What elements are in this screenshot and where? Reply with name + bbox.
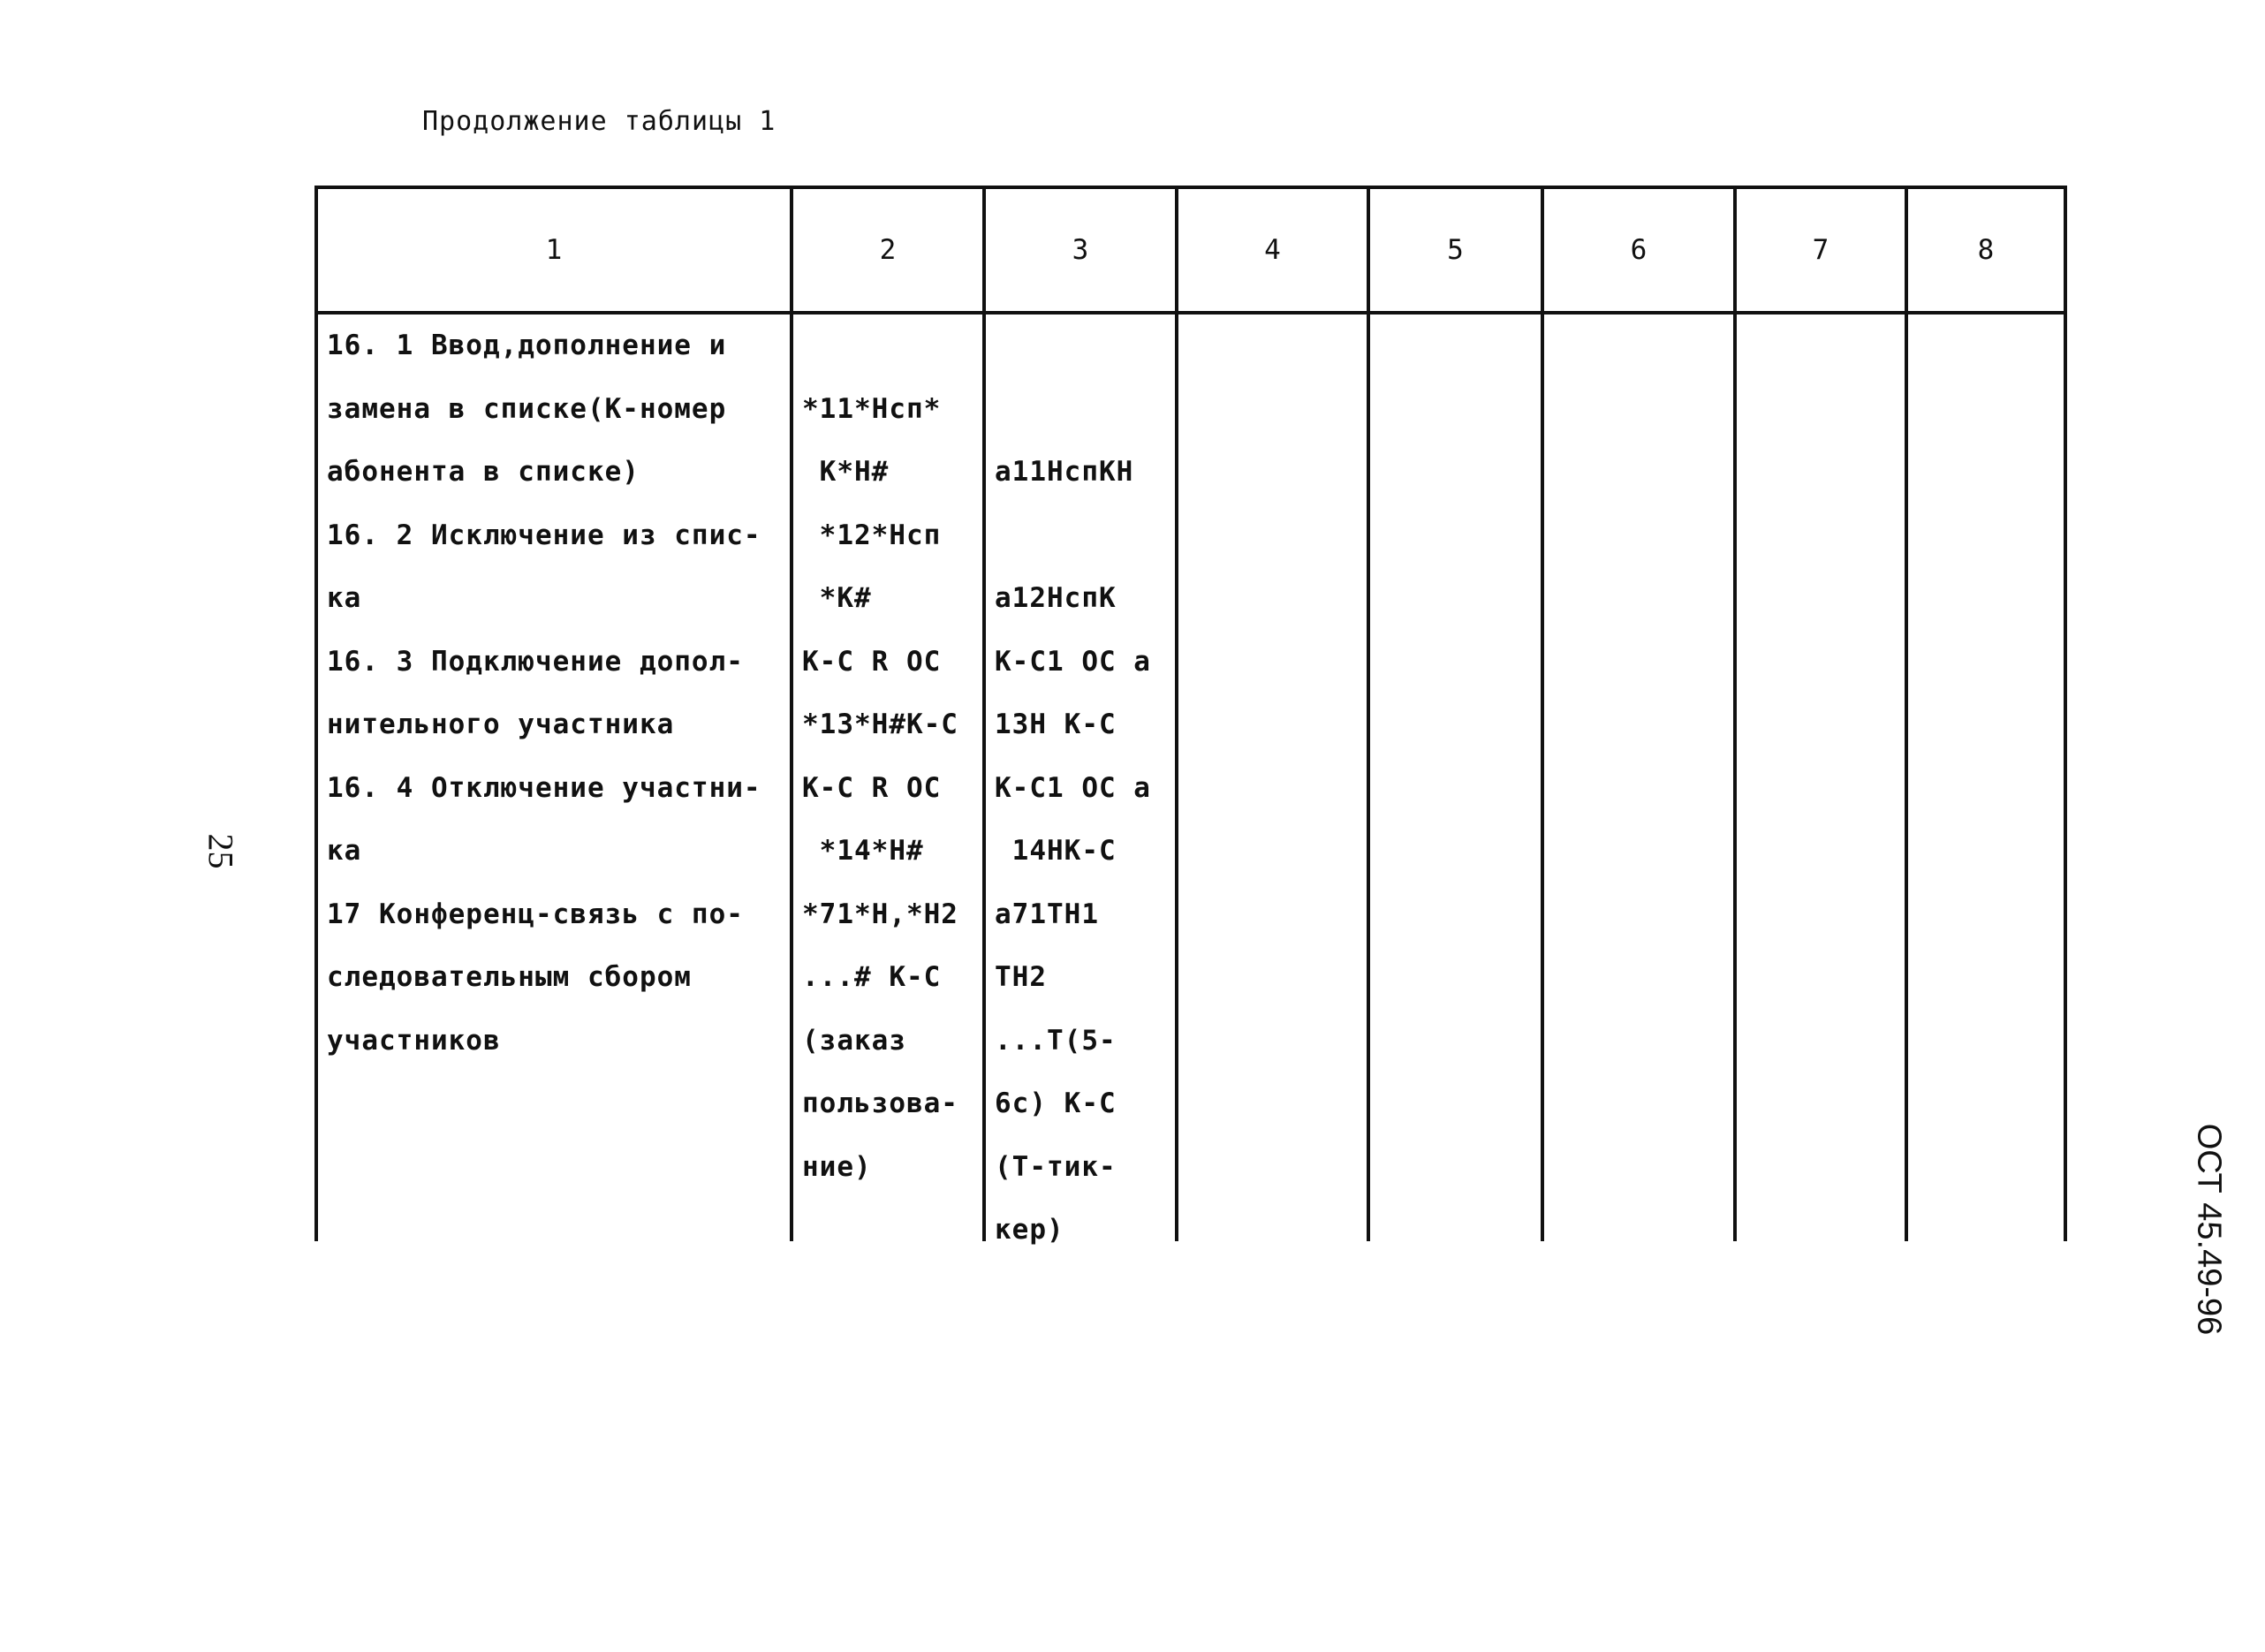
table-row: 16. 4 Отключение участни- xyxy=(327,771,761,804)
table-row: ...Т(5- xyxy=(995,1024,1117,1057)
table-row: *13*Н#К-С xyxy=(802,709,958,740)
column-border xyxy=(2064,186,2067,1241)
table-row: кер) xyxy=(995,1214,1064,1246)
column-header-6: 6 xyxy=(1630,234,1648,266)
table-row: (Т-тик- xyxy=(995,1150,1117,1183)
column-header-4: 4 xyxy=(1264,234,1281,266)
column-1-body xyxy=(327,314,761,1072)
table-row: К-С R ОС xyxy=(802,771,942,804)
table-row: участников xyxy=(327,1024,501,1057)
column-header-2: 2 xyxy=(879,234,897,266)
table-row: абонента в списке) xyxy=(327,456,640,488)
column-header-5: 5 xyxy=(1447,234,1464,266)
table-row: пользова- xyxy=(802,1087,958,1119)
table-row: К*Н# xyxy=(802,456,890,488)
table-row: К-С1 ОС а xyxy=(995,645,1151,678)
column-border xyxy=(790,186,793,1241)
table-row: *К# xyxy=(802,582,872,614)
column-header-7: 7 xyxy=(1812,234,1829,266)
table-row: следовательным сбором xyxy=(327,961,692,993)
column-header-8: 8 xyxy=(1977,234,1995,266)
table-row: а71ТН1 xyxy=(995,898,1099,930)
column-border xyxy=(1175,186,1178,1241)
table-row: 16. 3 Подключение допол- xyxy=(327,645,744,678)
column-header-3: 3 xyxy=(1072,234,1089,266)
table-row: К-С R ОС xyxy=(802,645,942,678)
column-border xyxy=(1905,186,1908,1241)
table-caption: Продолжение таблицы 1 xyxy=(422,106,776,137)
page-number: 25 xyxy=(201,833,241,869)
table-row: 17 Конференц-связь с по- xyxy=(327,898,744,930)
table-row: 16. 2 Исключение из спис- xyxy=(327,519,761,551)
column-header-1: 1 xyxy=(545,234,563,266)
table-row: 13Н К-С xyxy=(995,709,1117,740)
table-row: ка xyxy=(327,835,362,867)
column-border xyxy=(314,186,318,1241)
table-row: ка xyxy=(327,582,362,614)
table-row: *12*Нсп xyxy=(802,519,942,551)
table-row: *11*Нсп* xyxy=(802,392,942,425)
document-code: ОСТ 45.49-96 xyxy=(2190,1123,2228,1336)
table-row: 14НК-С xyxy=(995,835,1117,867)
table-row: а12НспК xyxy=(995,582,1117,614)
table-row xyxy=(802,314,958,378)
data-table xyxy=(314,186,2081,1246)
column-border xyxy=(982,186,986,1241)
table-row: 16. 1 Ввод,дополнение и xyxy=(327,330,727,361)
table-row: ТН2 xyxy=(995,961,1047,993)
column-border xyxy=(1367,186,1370,1241)
column-2-body xyxy=(802,314,958,1199)
table-row: а11НспКН xyxy=(995,456,1134,488)
table-row: ние) xyxy=(802,1150,872,1183)
table-row xyxy=(995,378,1151,442)
table-row: *71*Н,*Н2 xyxy=(802,898,958,930)
table-row xyxy=(995,314,1151,378)
table-row: *14*Н# xyxy=(802,835,924,867)
column-border xyxy=(1733,186,1737,1241)
table-row: нительного участника xyxy=(327,709,675,740)
table-row xyxy=(995,504,1151,568)
table-row: 6с) К-С xyxy=(995,1087,1117,1119)
table-row: ...# К-С xyxy=(802,961,942,993)
table-row: (заказ xyxy=(802,1024,906,1057)
table-row: замена в списке(К-номер xyxy=(327,392,727,425)
column-border xyxy=(1541,186,1544,1241)
column-3-body xyxy=(995,314,1151,1262)
table-row: К-С1 ОС а xyxy=(995,771,1151,804)
